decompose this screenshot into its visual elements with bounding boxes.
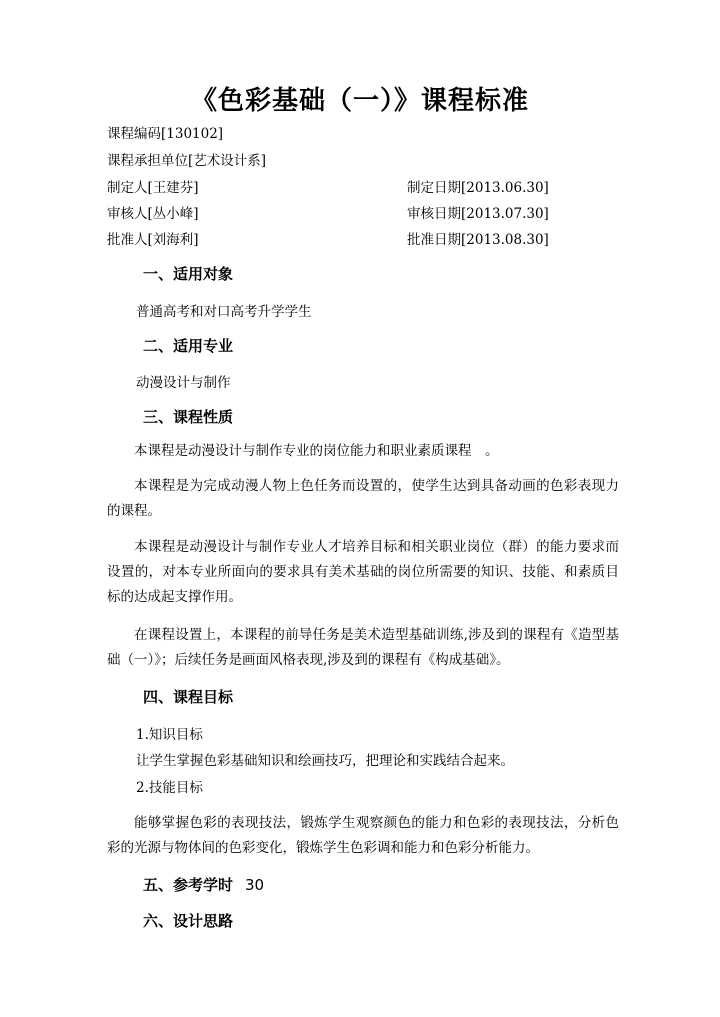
section-3-paragraph-1: 本课程是动漫设计与制作专业的岗位能力和职业素质课程 。 bbox=[134, 443, 499, 459]
author-date: 制定日期[2013.06.30] bbox=[407, 180, 549, 196]
reviewer: 审核人[丛小峰] bbox=[107, 206, 199, 222]
author: 制定人[王建芬] bbox=[107, 180, 199, 196]
section-1-heading: 一、适用对象 bbox=[143, 265, 234, 283]
course-code: 课程编码[130102] bbox=[107, 126, 224, 142]
section-3-paragraph-3: 本课程是动漫设计与制作专业人才培养目标和相关职业岗位（群）的能力要求而设置的，对本专业所面向的要求具有美术基础的岗位所需要的知识、技能、和素质目标的达成起支撑作用。 bbox=[107, 539, 619, 605]
section-3-paragraph-4: 在课程设置上，本课程的前导任务是美术造型基础训练,涉及到的课程有《造型基础（一）》；后续任务是画面风格表现,涉及到的课程有《构成基础》。 bbox=[107, 627, 619, 668]
section-4-knowledge-text: 让学生掌握色彩基础知识和绘画技巧，把理论和实践结合起来。 bbox=[136, 753, 514, 769]
section-1-text: 普通高考和对口高考升学学生 bbox=[136, 304, 312, 320]
section-4-skill-text: 能够掌握色彩的表现技法，锻炼学生观察颜色的能力和色彩的表现技法，分析色彩的光源与物体间的色彩变化，锻炼学生色彩调和能力和色彩分析能力。 bbox=[107, 815, 619, 856]
section-6-heading: 六、设计思路 bbox=[143, 912, 234, 930]
approver: 批准人[刘海利] bbox=[107, 232, 199, 248]
course-department: 课程承担单位[艺术设计系] bbox=[107, 153, 267, 169]
section-4-subheading-2: 2.技能目标 bbox=[136, 780, 203, 796]
document-title: 《色彩基础（一）》课程标准 bbox=[190, 86, 529, 116]
section-2-text: 动漫设计与制作 bbox=[136, 375, 231, 391]
section-3-heading: 三、课程性质 bbox=[143, 408, 234, 426]
section-2-heading: 二、适用专业 bbox=[143, 337, 234, 355]
section-5-heading bbox=[143, 874, 264, 895]
review-date: 审核日期[2013.07.30] bbox=[407, 206, 549, 222]
section-3-paragraph-2: 本课程是为完成动漫人物上色任务而设置的，使学生达到具备动画的色彩表现力的课程。 bbox=[107, 478, 619, 519]
section-4-subheading-1: 1.知识目标 bbox=[136, 727, 203, 743]
section-4-heading: 四、课程目标 bbox=[143, 688, 234, 706]
approve-date: 批准日期[2013.08.30] bbox=[407, 232, 549, 248]
section-5-title: 五、参考学时 bbox=[143, 876, 234, 894]
reference-hours-value: 30 bbox=[245, 876, 265, 894]
